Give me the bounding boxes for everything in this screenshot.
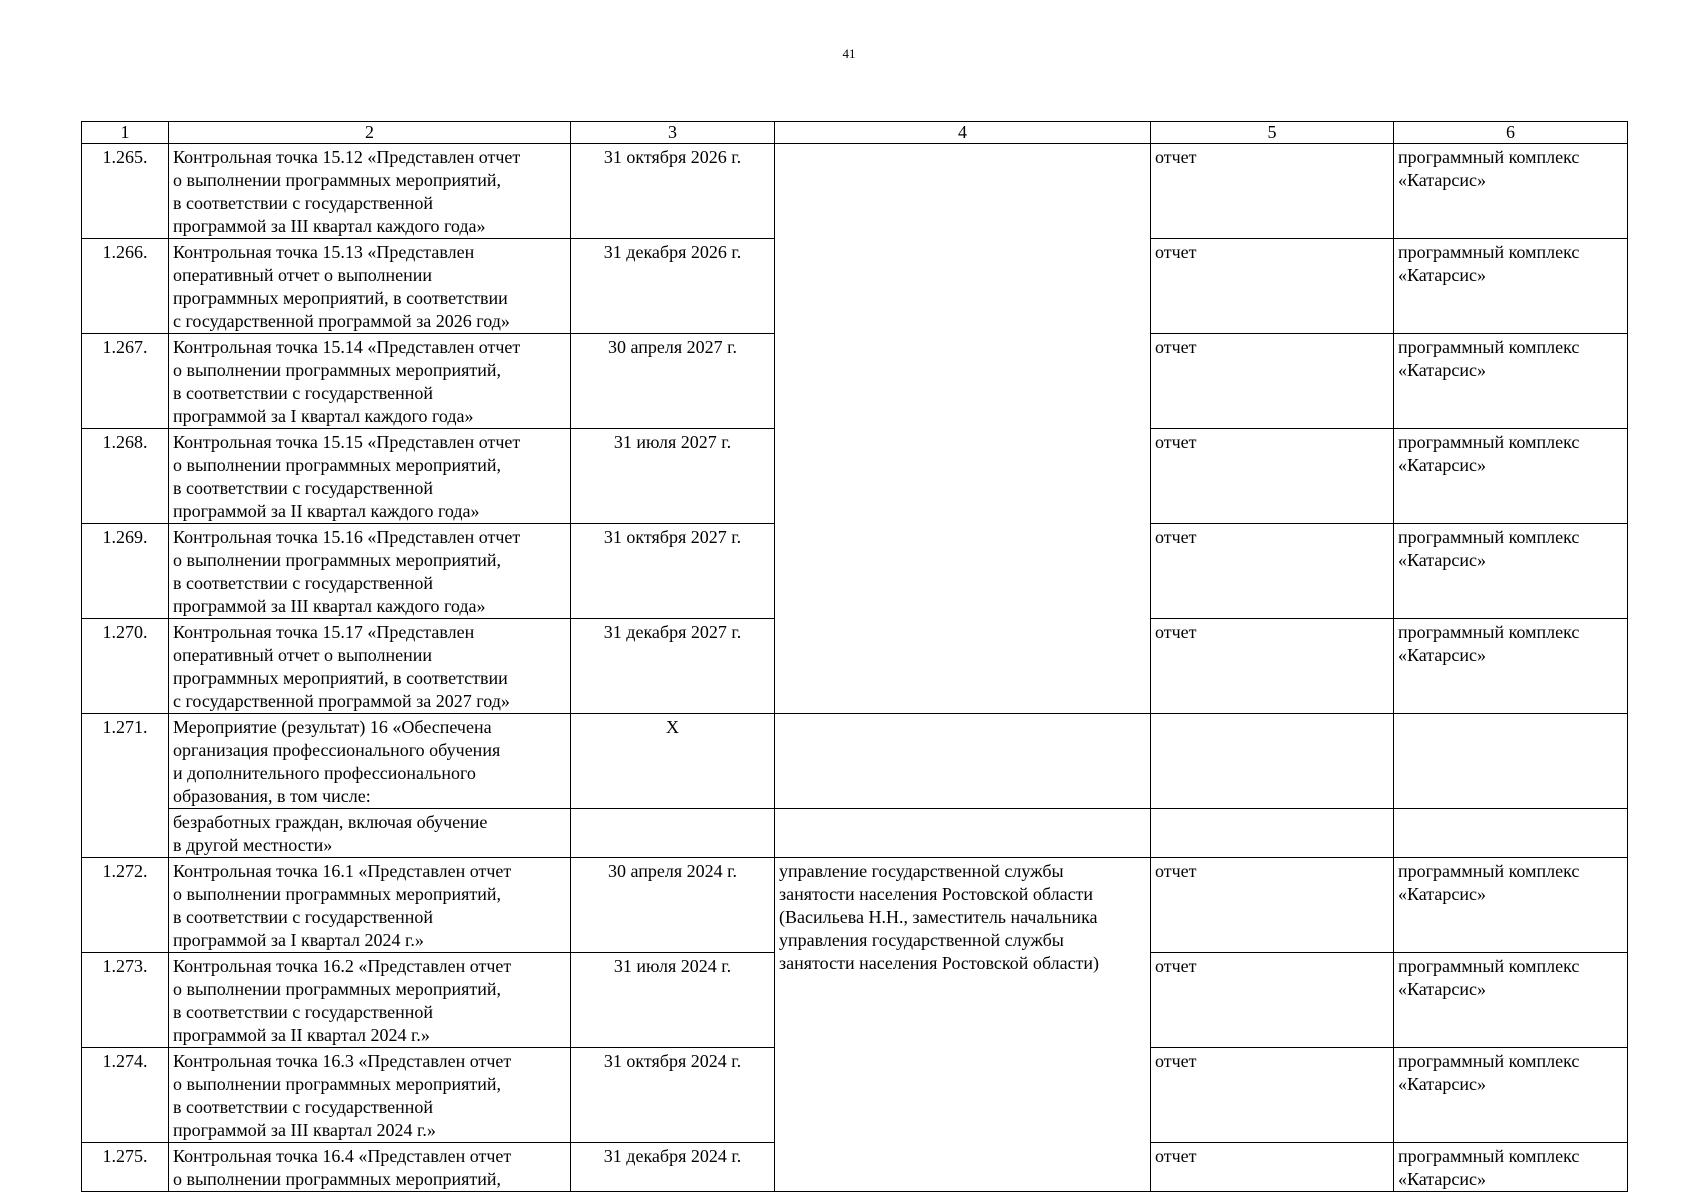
row-date: 30 апреля 2027 г.	[571, 334, 775, 429]
row-system-empty	[1394, 714, 1628, 809]
row-number: 1.268.	[82, 429, 169, 524]
row-number: 1.269.	[82, 524, 169, 619]
row-document-empty	[1151, 714, 1394, 809]
row-system: программный комплекс «Катарсис»	[1394, 239, 1628, 334]
row-number: 1.275.	[82, 1143, 169, 1192]
row-number: 1.267.	[82, 334, 169, 429]
row-name: Контрольная точка 15.16 «Представлен отчет о выполнении программных мероприятий, в соответствии с государственной программой за III квартал каждого года»	[169, 524, 571, 619]
row-name: Контрольная точка 16.3 «Представлен отчет о выполнении программных мероприятий, в соответствии с государственной программой за III квартал 2024 г.»	[169, 1048, 571, 1143]
column-header-6: 6	[1394, 122, 1628, 144]
row-document: отчет	[1151, 144, 1394, 239]
row-system: программный комплекс «Катарсис»	[1394, 334, 1628, 429]
column-header-2: 2	[169, 122, 571, 144]
row-date: 31 октября 2027 г.	[571, 524, 775, 619]
row-system: программный комплекс «Катарсис»	[1394, 429, 1628, 524]
row-date: 31 декабря 2026 г.	[571, 239, 775, 334]
row-system: программный комплекс «Катарсис»	[1394, 858, 1628, 953]
responsible-cell-15	[775, 144, 1151, 714]
row-document: отчет	[1151, 858, 1394, 953]
row-name: Контрольная точка 16.1 «Представлен отчет о выполнении программных мероприятий, в соответствии с государственной программой за I квартал 2024 г.»	[169, 858, 571, 953]
control-points-table	[81, 121, 1628, 1192]
row-system: программный комплекс «Катарсис»	[1394, 144, 1628, 239]
row-name: Контрольная точка 16.2 «Представлен отчет о выполнении программных мероприятий, в соответствии с государственной программой за II квартал 2024 г.»	[169, 953, 571, 1048]
row-number: 1.271.	[82, 714, 169, 858]
row-name: Контрольная точка 15.12 «Представлен отчет о выполнении программных мероприятий, в соответствии с государственной программой за III квартал каждого года»	[169, 144, 571, 239]
column-header-5: 5	[1151, 122, 1394, 144]
row-date: 30 апреля 2024 г.	[571, 858, 775, 953]
row-system: программный комплекс «Катарсис»	[1394, 953, 1628, 1048]
row-number: 1.265.	[82, 144, 169, 239]
row-name: Контрольная точка 15.15 «Представлен отчет о выполнении программных мероприятий, в соответствии с государственной программой за II квартал каждого года»	[169, 429, 571, 524]
row-name: Мероприятие (результат) 16 «Обеспечена организация профессионального обучения и дополнительного профессионального образования, в том числе:	[169, 714, 571, 809]
row-date: 31 июля 2024 г.	[571, 953, 775, 1048]
table-row	[82, 858, 1628, 953]
row-number: 1.274.	[82, 1048, 169, 1143]
row-name: Контрольная точка 15.17 «Представлен оперативный отчет о выполнении программных мероприятий, в соответствии с государственной программой за 2027 год»	[169, 619, 571, 714]
table-row-event	[82, 714, 1628, 809]
column-header-4: 4	[775, 122, 1151, 144]
row-date: 31 октября 2026 г.	[571, 144, 775, 239]
row-document: отчет	[1151, 1048, 1394, 1143]
row-name: Контрольная точка 15.14 «Представлен отчет о выполнении программных мероприятий, в соответствии с государственной программой за I квартал каждого года»	[169, 334, 571, 429]
responsible-cell-16: управление государственной службы занятости населения Ростовской области (Васильева Н.Н., заместитель начальника управления государственной службы занятости населения Ростовской области)	[775, 858, 1151, 1192]
row-document: отчет	[1151, 953, 1394, 1048]
page-number: 41	[842, 46, 856, 61]
column-header-1: 1	[82, 122, 169, 144]
row-number: 1.266.	[82, 239, 169, 334]
row-name-continued: безработных граждан, включая обучение в другой местности»	[169, 809, 571, 858]
row-system: программный комплекс «Катарсис»	[1394, 1143, 1628, 1192]
table-header-row	[82, 122, 1628, 144]
row-system: программный комплекс «Катарсис»	[1394, 619, 1628, 714]
row-document: отчет	[1151, 1143, 1394, 1192]
row-document: отчет	[1151, 239, 1394, 334]
row-date: 31 декабря 2027 г.	[571, 619, 775, 714]
row-name: Контрольная точка 15.13 «Представлен оперативный отчет о выполнении программных мероприятий, в соответствии с государственной программой за 2026 год»	[169, 239, 571, 334]
row-system: программный комплекс «Катарсис»	[1394, 524, 1628, 619]
row-document: отчет	[1151, 619, 1394, 714]
row-date: 31 июля 2027 г.	[571, 429, 775, 524]
row-system: программный комплекс «Катарсис»	[1394, 1048, 1628, 1143]
row-date: 31 октября 2024 г.	[571, 1048, 775, 1143]
column-header-3: 3	[571, 122, 775, 144]
row-number: 1.273.	[82, 953, 169, 1048]
row-date: X	[571, 714, 775, 809]
row-system-empty	[1394, 809, 1628, 858]
row-number: 1.270.	[82, 619, 169, 714]
row-document: отчет	[1151, 524, 1394, 619]
row-number: 1.272.	[82, 858, 169, 953]
row-date: 31 декабря 2024 г.	[571, 1143, 775, 1192]
responsible-cell-empty	[775, 714, 1151, 809]
table-row-event-continued	[82, 809, 1628, 858]
responsible-cell-empty	[775, 809, 1151, 858]
row-document: отчет	[1151, 334, 1394, 429]
row-name: Контрольная точка 16.4 «Представлен отчет о выполнении программных мероприятий,	[169, 1143, 571, 1192]
row-date-empty	[571, 809, 775, 858]
row-document-empty	[1151, 809, 1394, 858]
table-row	[82, 144, 1628, 239]
row-document: отчет	[1151, 429, 1394, 524]
